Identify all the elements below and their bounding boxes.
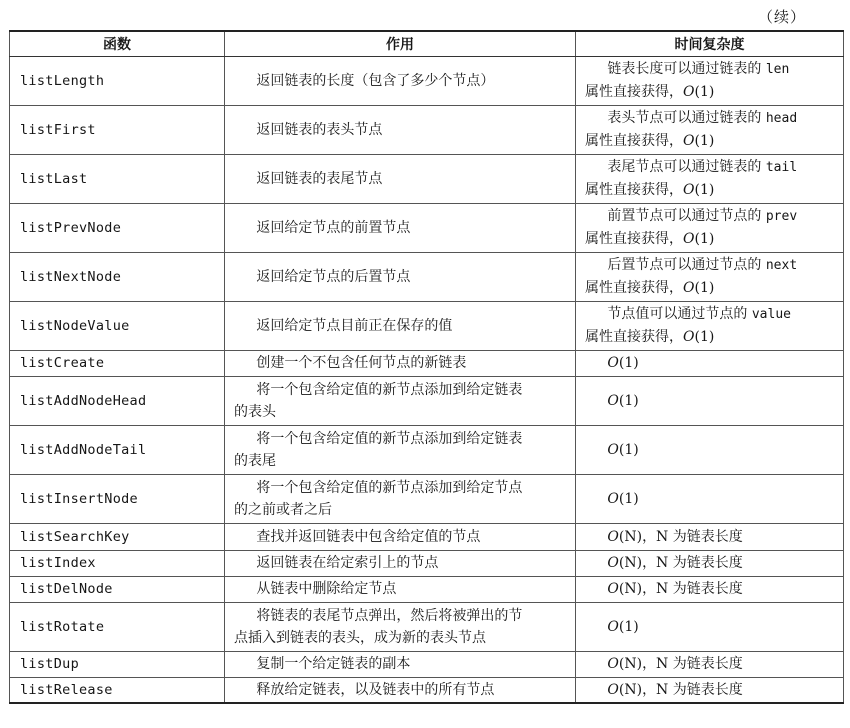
time-complexity: O(1): [576, 602, 844, 651]
time-complexity: O(N)，N 为链表长度: [576, 523, 844, 550]
time-complexity: 前置节点可以通过节点的 prev 属性直接获得，O(1): [576, 203, 844, 252]
function-name: listDelNode: [10, 576, 225, 602]
time-complexity: 表尾节点可以通过链表的 tail 属性直接获得，O(1): [576, 154, 844, 203]
function-name: listLength: [10, 56, 225, 105]
function-purpose: 返回链表的表尾节点: [225, 154, 576, 203]
function-purpose: 创建一个不包含任何节点的新链表: [225, 350, 576, 376]
table-header-row: [10, 31, 844, 56]
time-complexity: 链表长度可以通过链表的 len 属性直接获得，O(1): [576, 56, 844, 105]
table-row: [10, 154, 844, 203]
time-complexity: 节点值可以通过节点的 value 属性直接获得，O(1): [576, 301, 844, 350]
header-purpose: 作用: [225, 31, 576, 56]
function-purpose: 将一个包含给定值的新节点添加到给定节点 的之前或者之后: [225, 474, 576, 523]
table-row: [10, 523, 844, 550]
table-row: [10, 425, 844, 474]
function-purpose: 返回链表在给定索引上的节点: [225, 550, 576, 576]
table-row: [10, 651, 844, 677]
time-complexity: O(1): [576, 376, 844, 425]
function-name: listAddNodeHead: [10, 376, 225, 425]
function-purpose: 释放给定链表，以及链表中的所有节点: [225, 677, 576, 703]
continued-label: （续）: [757, 8, 806, 26]
function-name: listLast: [10, 154, 225, 203]
function-name: listIndex: [10, 550, 225, 576]
function-purpose: 将一个包含给定值的新节点添加到给定链表 的表头: [225, 376, 576, 425]
time-complexity: O(N)，N 为链表长度: [576, 550, 844, 576]
table-row: [10, 350, 844, 376]
table-row: [10, 301, 844, 350]
table-row: [10, 56, 844, 105]
function-name: listInsertNode: [10, 474, 225, 523]
time-complexity: O(N)，N 为链表长度: [576, 576, 844, 602]
time-complexity: O(1): [576, 425, 844, 474]
time-complexity: 后置节点可以通过节点的 next 属性直接获得，O(1): [576, 252, 844, 301]
table-row: [10, 602, 844, 651]
function-name: listNodeValue: [10, 301, 225, 350]
header-function: 函数: [10, 31, 225, 56]
table-row: [10, 105, 844, 154]
function-name: listFirst: [10, 105, 225, 154]
table-row: [10, 203, 844, 252]
table-row: [10, 677, 844, 703]
time-complexity: O(N)，N 为链表长度: [576, 651, 844, 677]
list-api-table: [9, 30, 844, 704]
time-complexity: O(1): [576, 474, 844, 523]
function-name: listNextNode: [10, 252, 225, 301]
function-purpose: 将一个包含给定值的新节点添加到给定链表 的表尾: [225, 425, 576, 474]
time-complexity: O(1): [576, 350, 844, 376]
table-row: [10, 252, 844, 301]
function-purpose: 返回给定节点目前正在保存的值: [225, 301, 576, 350]
function-purpose: 复制一个给定链表的副本: [225, 651, 576, 677]
function-purpose: 将链表的表尾节点弹出，然后将被弹出的节 点插入到链表的表头，成为新的表头节点: [225, 602, 576, 651]
function-name: listPrevNode: [10, 203, 225, 252]
header-complexity: 时间复杂度: [576, 31, 844, 56]
table-row: [10, 474, 844, 523]
function-name: listSearchKey: [10, 523, 225, 550]
table-row: [10, 376, 844, 425]
function-purpose: 查找并返回链表中包含给定值的节点: [225, 523, 576, 550]
table-row: [10, 576, 844, 602]
function-purpose: 返回给定节点的后置节点: [225, 252, 576, 301]
time-complexity: 表头节点可以通过链表的 head 属性直接获得，O(1): [576, 105, 844, 154]
function-purpose: 从链表中删除给定节点: [225, 576, 576, 602]
function-purpose: 返回链表的表头节点: [225, 105, 576, 154]
function-purpose: 返回给定节点的前置节点: [225, 203, 576, 252]
function-name: listDup: [10, 651, 225, 677]
function-name: listRelease: [10, 677, 225, 703]
function-name: listRotate: [10, 602, 225, 651]
function-name: listAddNodeTail: [10, 425, 225, 474]
function-name: listCreate: [10, 350, 225, 376]
time-complexity: O(N)，N 为链表长度: [576, 677, 844, 703]
table-row: [10, 550, 844, 576]
function-purpose: 返回链表的长度（包含了多少个节点）: [225, 56, 576, 105]
